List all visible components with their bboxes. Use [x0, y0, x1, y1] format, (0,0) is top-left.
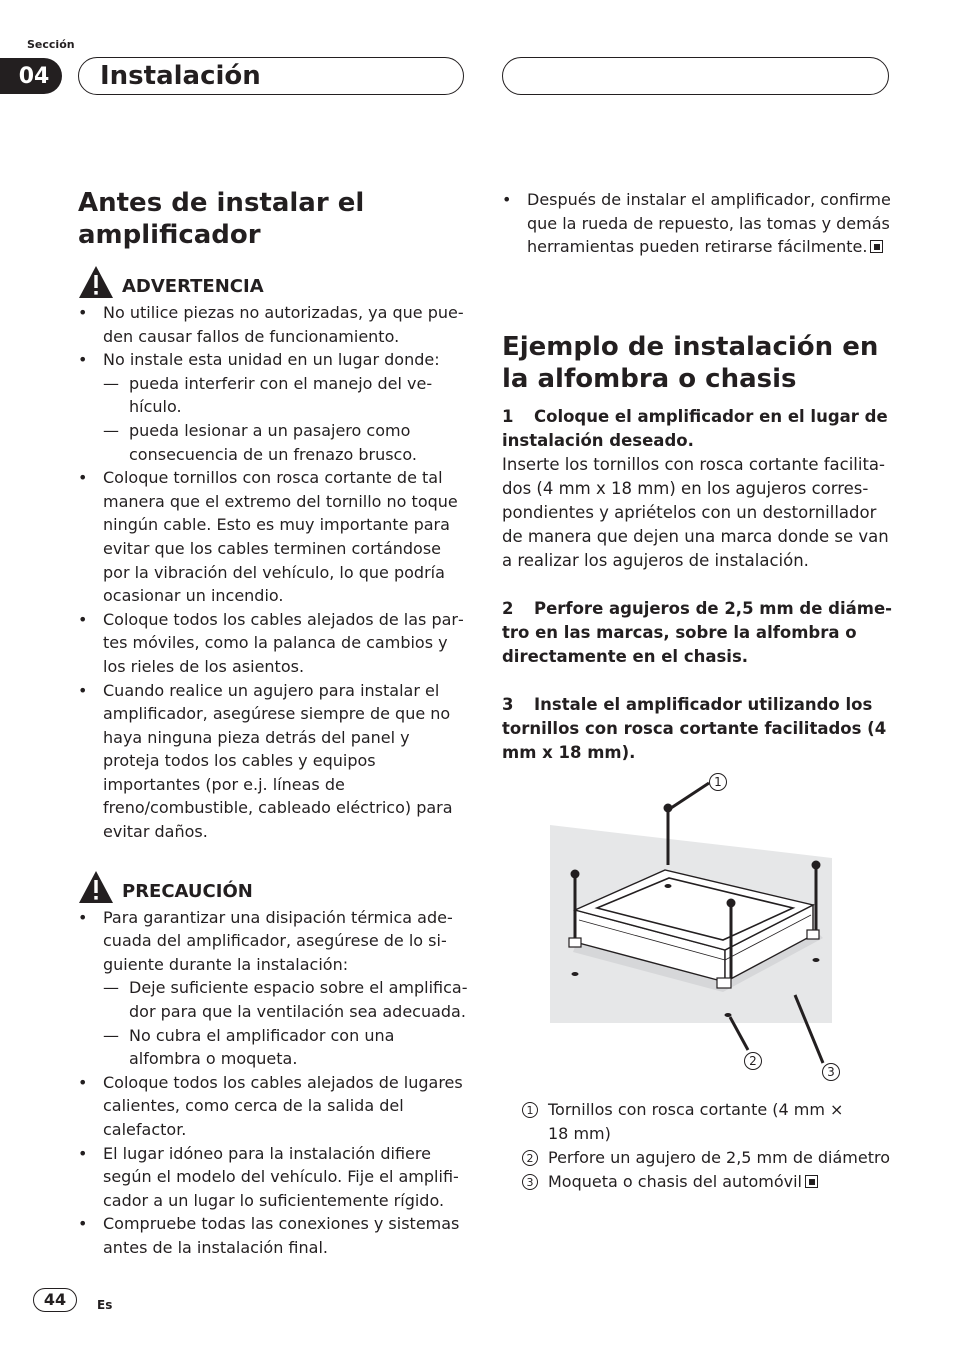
- figure-callout-2: 2: [744, 1052, 762, 1070]
- list-item: [78, 608, 468, 679]
- list-item-text: Coloque todos los cables alejados de las partes móviles, como la palanca de cambios y los rieles de los asientos.: [103, 609, 464, 676]
- installation-figure: [545, 770, 845, 1090]
- sublist-item: — No cubra el amplificador con una alfombra o moqueta.: [103, 1024, 468, 1071]
- right-heading: Ejemplo de instalación en la alfombra o chasis: [502, 331, 879, 394]
- warning-triangle-icon: [78, 265, 114, 299]
- list-item-text: Después de instalar el amplificador, confirme que la rueda de repuesto, las tomas y demás herramientas pueden retirarse fácilmente.: [527, 190, 891, 257]
- caption-item: [522, 1170, 894, 1194]
- caption-number: 3: [522, 1174, 538, 1190]
- list-item: [78, 1071, 468, 1142]
- sublist-item: — Deje suficiente espacio sobre el amplificador para que la ventilación sea adecuada.: [103, 976, 468, 1023]
- step-title-text: Coloque el amplificador en el lugar de instalación deseado.: [502, 406, 888, 450]
- list-item-text: No utilice piezas no autorizadas, ya que pueden causar fallos de funcionamiento.: [103, 303, 464, 346]
- caption-text: Tornillos con rosca cortante (4 mm × 18 mm): [548, 1100, 844, 1143]
- caption-number: 1: [522, 1102, 538, 1118]
- section-title: Instalación: [100, 61, 261, 91]
- right-header-frame: [502, 57, 889, 95]
- caption-text: Perfore un agujero de 2,5 mm de diámetro: [548, 1148, 891, 1167]
- caution-sublist: [103, 976, 468, 1070]
- caption-number: 2: [522, 1150, 538, 1166]
- caption-item: [522, 1098, 894, 1146]
- caution-list: [78, 906, 468, 1260]
- figure-callout-3: 3: [822, 1063, 840, 1081]
- caption-item: [522, 1146, 894, 1170]
- warning-title: ADVERTENCIA: [122, 276, 264, 297]
- list-item: [78, 1142, 468, 1213]
- list-item-text: Cuando realice un agujero para instalar el amplificador, asegúrese siempre de que no haya ninguna pieza detrás del panel y proteja todos los cables y equipos importantes (por e.j. líneas de freno/combustible, cableado eléctrico) para evitar daños.: [103, 680, 453, 842]
- list-item: [78, 679, 468, 844]
- step-title: [502, 693, 894, 765]
- list-item-text: Para garantizar una disipación térmica adecuada del amplificador, asegúrese de lo siguiente durante la instalación:: [103, 907, 453, 974]
- list-item-text: Coloque todos los cables alejados de lugares calientes, como cerca de la salida del calefactor.: [103, 1072, 463, 1139]
- caution-title: PRECAUCIÓN: [122, 880, 253, 902]
- step-body: Inserte los tornillos con rosca cortante facilitados (4 mm x 18 mm) en los agujeros correspondientes y apriételos con un destornillador de manera que dejen una marca donde se van a realizar los agujeros de instalación.: [502, 454, 889, 570]
- left-heading: Antes de instalar el amplificador: [78, 188, 365, 250]
- page-number: 44: [33, 1288, 77, 1312]
- step-title: [502, 597, 894, 669]
- list-item: [78, 906, 468, 1071]
- warning-sublist: [103, 372, 468, 466]
- list-item: [78, 301, 468, 348]
- right-column: [502, 188, 894, 765]
- warning-list: [78, 301, 468, 844]
- step-title-text: Perfore agujeros de 2,5 mm de diámetro en las marcas, sobre la alfombra o directamente en el chasis.: [502, 598, 893, 666]
- sublist-item: — pueda interferir con el manejo del vehículo.: [103, 372, 468, 419]
- step-title-text: Instale el amplificador utilizando los tornillos con rosca cortante facilitados (4 mm x 18 mm).: [502, 694, 887, 762]
- end-mark-icon: [805, 1175, 818, 1188]
- step-1: [502, 405, 894, 573]
- list-item-text: Compruebe todas las conexiones y sistemas antes de la instalación final.: [103, 1214, 460, 1257]
- section-number-badge: 04: [0, 58, 62, 94]
- caption-text: Moqueta o chasis del automóvil: [548, 1172, 802, 1191]
- step-number: 3: [502, 694, 514, 714]
- figure-captions: [522, 1098, 894, 1194]
- end-mark-icon: [870, 240, 883, 253]
- figure-callout-1: 1: [709, 773, 727, 791]
- step-number: 1: [502, 406, 514, 426]
- step-3: [502, 693, 894, 765]
- amplifier-installation-illustration: [545, 770, 845, 1090]
- list-item-text: Coloque tornillos con rosca cortante de tal manera que el extremo del tornillo no toque ningún cable. Esto es muy importante para evitar que los cables terminen cortándose por la vibración del vehículo, lo que podría ocasionar un incendio.: [103, 468, 458, 606]
- language-code: Es: [97, 1298, 113, 1312]
- sublist-item: — pueda lesionar a un pasajero como consecuencia de un frenazo brusco.: [103, 419, 468, 466]
- right-top-list: [502, 188, 894, 259]
- caution-header: [78, 870, 468, 904]
- list-item: [78, 1212, 468, 1259]
- list-item-text: El lugar idóneo para la instalación difiere según el modelo del vehículo. Fije el amplificador a un lugar lo suficientemente rígido.: [103, 1143, 459, 1210]
- warning-triangle-icon: [78, 870, 114, 904]
- step-title: [502, 405, 894, 453]
- step-number: 2: [502, 598, 514, 618]
- step-2: [502, 597, 894, 669]
- list-item: [78, 466, 468, 608]
- list-item: [502, 188, 894, 259]
- warning-header: [78, 265, 468, 299]
- list-item: [78, 348, 468, 466]
- list-item-text: No instale esta unidad en un lugar donde:: [103, 350, 440, 370]
- section-label: Sección: [27, 38, 75, 51]
- left-column: [78, 187, 468, 1260]
